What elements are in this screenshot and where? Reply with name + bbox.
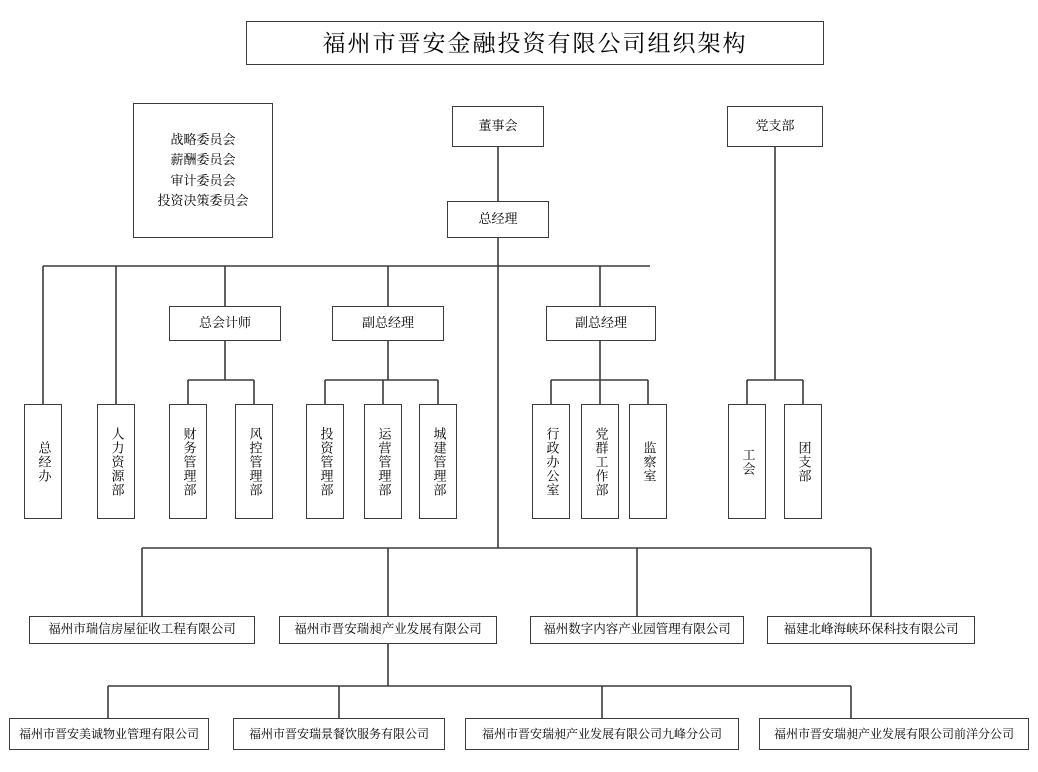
subsidiary-level2-label: 福州市晋安瑞昶产业发展有限公司九峰分公司 xyxy=(481,726,722,741)
subsidiary-level2 xyxy=(9,718,209,750)
node-deputy-gm-2 xyxy=(546,306,656,341)
committee-item: 投资决策委员会 xyxy=(157,192,249,208)
subsidiary-level1 xyxy=(530,616,744,644)
dept-youth-league xyxy=(784,404,822,519)
subsidiary-level2 xyxy=(465,718,739,750)
dept-labor-union xyxy=(728,404,766,519)
committees-box xyxy=(133,103,273,238)
subsidiary-level2 xyxy=(233,718,445,750)
node-deputy-gm-1 xyxy=(332,306,444,341)
dept-hr xyxy=(97,404,135,519)
subsidiary-level1 xyxy=(767,616,975,644)
node-board-label: 董事会 xyxy=(478,118,518,134)
subsidiary-level2-label: 福州市晋安瑞景餐饮服务有限公司 xyxy=(248,726,429,741)
dept-investment-label: 投资管理部 xyxy=(318,426,334,497)
dept-admin-office xyxy=(532,404,570,519)
dept-party-affairs xyxy=(581,404,619,519)
node-party-branch-label: 党支部 xyxy=(755,118,795,134)
committee-item: 审计委员会 xyxy=(170,172,236,188)
node-general-manager xyxy=(447,201,549,238)
node-general-manager-label: 总经理 xyxy=(478,211,518,227)
committee-item: 薪酬委员会 xyxy=(170,152,236,168)
node-deputy-gm-1-label: 副总经理 xyxy=(361,315,414,331)
dept-supervision xyxy=(629,404,667,519)
subsidiary-level1-label: 福州市晋安瑞昶产业发展有限公司 xyxy=(294,622,482,637)
committee-item: 战略委员会 xyxy=(170,132,236,148)
chart-title xyxy=(246,21,824,65)
dept-finance xyxy=(169,404,207,519)
subsidiary-level1 xyxy=(279,616,497,644)
dept-general-office-label: 总经办 xyxy=(36,440,52,483)
subsidiary-level2-label: 福州市晋安瑞昶产业发展有限公司前洋分公司 xyxy=(773,726,1014,741)
node-board xyxy=(452,106,544,147)
dept-risk-control xyxy=(235,404,273,519)
dept-party-affairs-label: 党群工作部 xyxy=(593,426,609,497)
node-chief-accountant-label: 总会计师 xyxy=(198,315,251,331)
subsidiary-level2-label: 福州市晋安美诚物业管理有限公司 xyxy=(18,726,199,741)
dept-hr-label: 人力资源部 xyxy=(109,426,125,497)
dept-finance-label: 财务管理部 xyxy=(181,426,197,497)
dept-supervision-label: 监察室 xyxy=(641,440,657,483)
dept-risk-control-label: 风控管理部 xyxy=(247,426,263,497)
dept-operations xyxy=(364,404,402,519)
dept-labor-union-label: 工会 xyxy=(740,447,756,476)
node-party-branch xyxy=(727,106,823,147)
dept-urban-construction-label: 城建管理部 xyxy=(431,426,447,497)
dept-admin-office-label: 行政办公室 xyxy=(544,426,560,497)
subsidiary-level1-label: 福建北峰海峡环保科技有限公司 xyxy=(783,622,959,637)
dept-general-office xyxy=(24,404,62,519)
chart-title-text: 福州市晋安金融投资有限公司组织架构 xyxy=(322,29,748,56)
dept-urban-construction xyxy=(419,404,457,519)
node-chief-accountant xyxy=(169,306,281,341)
subsidiary-level2 xyxy=(759,718,1029,750)
subsidiary-level1-label: 福州市瑞信房屋征收工程有限公司 xyxy=(48,622,236,637)
subsidiary-level1-label: 福州数字内容产业园管理有限公司 xyxy=(543,622,731,637)
dept-operations-label: 运营管理部 xyxy=(376,426,392,497)
subsidiary-level1 xyxy=(29,616,255,644)
dept-investment xyxy=(306,404,344,519)
node-deputy-gm-2-label: 副总经理 xyxy=(574,315,627,331)
dept-youth-league-label: 团支部 xyxy=(796,440,812,483)
